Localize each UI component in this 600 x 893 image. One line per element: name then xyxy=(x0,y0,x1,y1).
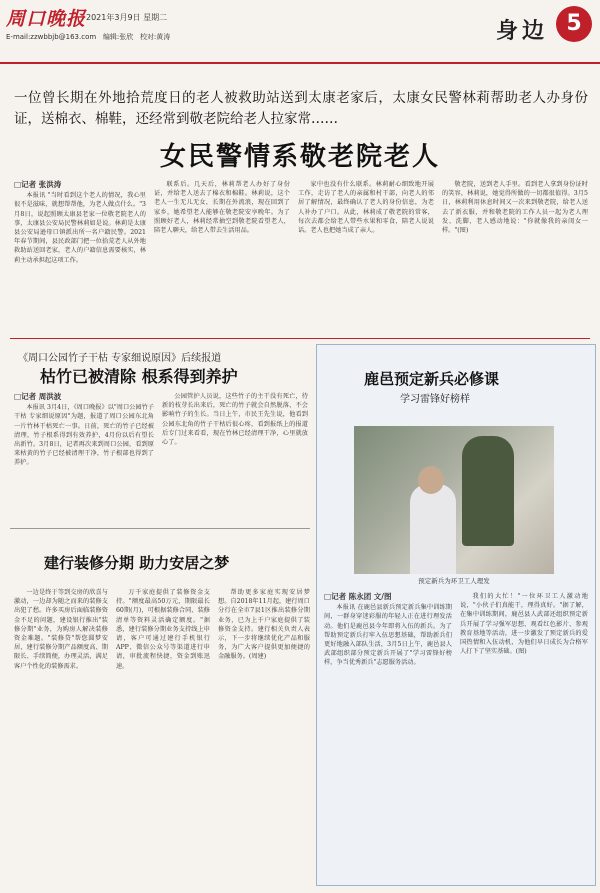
proof-credit: 校对:黄涛 xyxy=(139,33,171,41)
story2-kicker: 《周口公园竹子干枯 专家细说原因》后续报道 xyxy=(18,353,222,364)
story4-text-2: 我们的大忙！"一位环卫工人激动地说，"小伙子们真能干，理得真好。"据了解，在集中训练期间，鹿邑县人武部还组织预定新兵开展了学习强军思想、观看红色影片、参观教育基地等活动，进一步激发了预定新兵的爱国热情和入伍动机，为他们早日成长为合格军人打下了坚实基础。(图) xyxy=(460,593,588,656)
story3-column-3 xyxy=(218,588,310,878)
story4-byline: □记者 陈永团 文/图 xyxy=(324,592,392,601)
story3-text-3: 帮助更多家庭实现安居梦想。自2018年11月起，建行周口分行在全市7县1区推出装修分期业务，已为上千户家庭提供了装修资金支持。建行相关负责人表示，下一步将继续优化产品和服务，为广大客户提供更加便捷的金融服务。(周建) xyxy=(218,589,310,661)
story1-text-1: 本报讯 "当时看到这个老人的情况，我心里很不是滋味，就想帮帮他，为老人做点什么。"3月8日，说起照顾太康县老家一位敬老院老人的事，太康县公安局民警林莉如是说。林莉是太康县公安局逊母口镇派出所一名户籍民警。2021年春节期间，县民政部门把一位拾荒老人从外地救助站送回老家，老人的户籍信息需要核实，林莉主动承担起这项工作。 xyxy=(14,192,146,264)
story1-text-3: 家中也没有什么联系。林莉耐心细致地开展工作，走访了老人的亲属和村干部，向老人的邻居了解情况，最终确认了老人的身份信息，为老人补办了户口。从此，林莉成了敬老院的常客，每次去都会给老人带些水果和零食，陪老人说说话。老人也把她当成了亲人。 xyxy=(298,181,434,235)
issue-date: 2021年3月9日 星期二 xyxy=(86,13,168,22)
masthead xyxy=(0,0,600,64)
story3-column-1 xyxy=(14,588,108,878)
photo-caption: 预定新兵为环卫工人理发 xyxy=(418,577,490,585)
main-headline: 女民警情系敬老院老人 xyxy=(159,142,440,172)
editor-credit: 编辑:张欣 xyxy=(102,33,134,41)
email-address: E-mail:zzwbbjb@163.com xyxy=(6,33,97,41)
story4-column-1 xyxy=(324,592,452,878)
story1-column-3 xyxy=(298,180,434,330)
story3-headline: 建行装修分期 助力安居之梦 xyxy=(44,554,230,572)
story1-column-4 xyxy=(442,180,588,330)
story4-subheadline: 学习雷锋好榜样 xyxy=(400,394,470,405)
story2-column-1 xyxy=(14,392,154,496)
story1-text-4: 敬老院，送到老人手里。看到老人拿到身份证时的笑容，林莉说，她觉得所做的一切都很值得。3月5日，林莉利用休息时间又一次来到敬老院，给老人送去了新衣服，并和敬老院的工作人员一起为老人理发、洗脚，老人感动地说："你就像我的亲闺女一样。"(图) xyxy=(442,181,588,235)
story-divider xyxy=(10,528,310,529)
newspaper-logo: 周口晚报 xyxy=(6,8,87,30)
photo-person-seated xyxy=(410,484,456,574)
story2-column-2 xyxy=(162,392,308,496)
story2-headline: 枯竹已被清除 根系得到养护 xyxy=(40,367,238,386)
story2-text-2: 公园管护人员说，这些竹子的主干没有死亡，待新的枝芽长出来后，死亡的竹子就会自然脱落，不会影响竹子的生长。当日上午，市民王先生说，他看到公园东北角的竹子干枯后很心疼，看到报纸上的报道后专门过来看看，现在竹林已经清理干净，心里就放心了。 xyxy=(162,393,308,447)
story2-text-1: 本报讯 3月4日，《周口晚报》以"周口公园竹子干枯 专家细说原因"为题，报道了周口公园东北角一片竹林干枯死亡一事。日前，死亡的竹子已经被清理，竹子根系得到有效养护，4月份以后有望长出新竹。3月8日，记者再次来到周口公园，看到原来枯黄的竹子已经被清理干净，竹子根部也得到了养护。 xyxy=(14,404,154,467)
story4-headline: 鹿邑预定新兵必修课 xyxy=(364,370,500,388)
story1-byline: □记者 张洪涛 xyxy=(14,180,62,189)
photo-soldier xyxy=(462,436,514,546)
story3-text-1: 一边是终于等到交房的欣喜与激动，一边却为随之而来的装修支出犯了愁。许多买房后面临装修资金不足的问题，建设银行推出"装修分期"业务，为购房人解决装修资金难题。"装修贷"帮您圆梦安居，建行装修分期产品额度高、期限长、手续简便，办理灵活，满足客户个性化的装修需求。 xyxy=(14,589,108,670)
story4-text-1: 本报讯 在鹿邑县新兵预定新兵集中训练期间，一群身穿迷彩服的年轻人正在进行理发活动。他们是鹿邑县今年即将入伍的新兵。为了帮助预定新兵打牢入伍思想基础，帮助新兵们更好地融入部队生活，3月5日上午，鹿邑县人武部组织部分预定新兵开展了"学习雷锋好榜样，争当优秀新兵"志愿服务活动。 xyxy=(324,604,452,667)
story3-column-2 xyxy=(116,588,210,878)
page-number-badge: 5 xyxy=(556,6,592,42)
story2-byline: □记者 周洪波 xyxy=(14,392,62,401)
section-name: 身边 xyxy=(496,18,549,44)
lead-paragraph: 一位曾长期在外地拾荒度日的老人被救助站送到太康老家后，太康女民警林莉帮助老人办身份证，送棉衣、棉鞋，还经常到敬老院给老人拉家常…… xyxy=(14,90,588,127)
story1-column-1 xyxy=(14,180,146,330)
story1-text-2: 联系后。几天后，林莉帮老人办好了身份证，并给老人送去了棉衣和棉鞋。林莉说，这个老人一生无儿无女，长期在外流浪，现在回到了家乡，她希望老人能够在敬老院安享晚年。为了照顾好老人，林莉经常抽空到敬老院看望老人，陪老人聊天，给老人带去生活用品。 xyxy=(154,181,290,235)
photo-person-head xyxy=(418,466,444,494)
story4-column-2 xyxy=(460,592,588,878)
story4-photo xyxy=(354,426,554,574)
section-divider xyxy=(10,338,590,339)
masthead-credits xyxy=(6,32,170,42)
story3-text-2: 万千家庭提供了装修资金支持。"额度最高50万元，期限最长60期(月)，可根据装修合同、装修清单等资料灵活确定额度。"据悉，建行装修分期业务支持线上申请，客户可通过建行手机银行APP、微信公众号等渠道进行申请，审批流程快捷，资金到账迅速。 xyxy=(116,589,210,670)
story1-column-2 xyxy=(154,180,290,330)
